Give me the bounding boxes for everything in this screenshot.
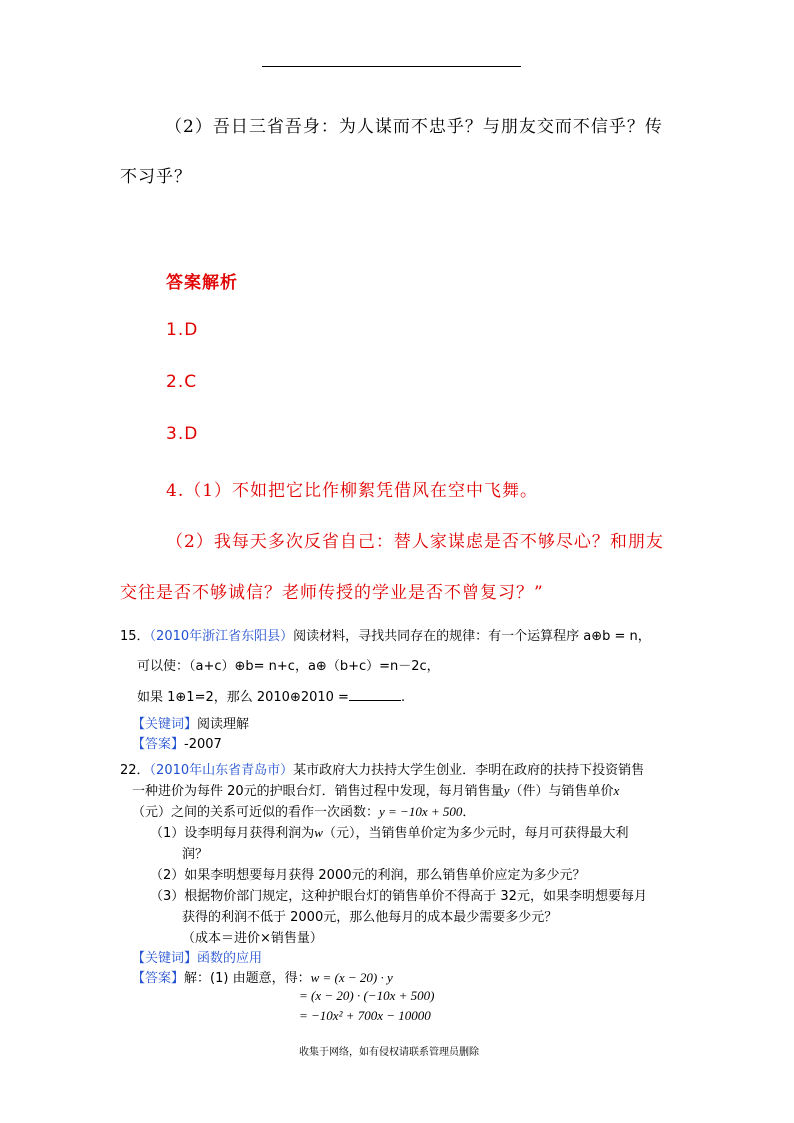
q22-line1 (120, 759, 644, 778)
q22-sub3-cont: 获得的利润不低于 2000元，那么他每月的成本最少需要多少元？ (182, 910, 558, 925)
q15-text3-end: . (400, 690, 406, 705)
q15-answer-line (132, 733, 222, 752)
q22-eq3: = −10x² + 700x − 10000 (299, 1008, 431, 1023)
q22-equation: y = −10x + 500 (379, 804, 463, 819)
q22-line3 (132, 801, 475, 820)
q22-answer-intro: 解：(1) 由题意，得： (184, 971, 311, 986)
q15-answer-label: 【答案】 (132, 737, 185, 752)
q22-var-w: w (314, 825, 323, 840)
answer-4-part2-line2: 交往是否不够诚信？老师传授的学业是否不曾复习？” (120, 583, 544, 603)
q15-line1 (120, 625, 651, 644)
answer-2: 2.C (166, 372, 198, 392)
q15-answer: -2007 (184, 737, 222, 752)
q4-part2-line1: （2）吾日三省吾身：为人谋而不忠乎？与朋友交而不信乎？传 (165, 117, 663, 137)
q15-keyword-line (132, 713, 249, 732)
q22-source: （2010年山东省青岛市） (149, 763, 294, 778)
q15-keyword-label: 【关键词】 (132, 717, 198, 732)
q22-keyword-line (132, 947, 262, 966)
q22-keyword-label: 【关键词】 (132, 951, 198, 966)
answer-1: 1.D (166, 320, 199, 340)
q22-text2b: （件）与销售单价 (509, 784, 614, 799)
q15-keyword: 阅读理解 (197, 717, 250, 732)
q15-number: 15． (120, 629, 150, 644)
q22-var-y: y (503, 783, 510, 798)
q22-eq2: = (x − 20) · (−10x + 500) (299, 988, 435, 1003)
answer-4-part2-line1: （2）我每天多次反省自己：替人家谋虑是否不够尽心？和朋友 (166, 532, 664, 552)
q15-line2: 可以使：（a+c）⊕b= n+c，a⊕（b+c）=n－2c， (137, 659, 440, 674)
q22-number: 22． (120, 763, 150, 778)
q22-text2a: 一种进价为每件 20元的护眼台灯．销售过程中发现，每月销售量 (132, 784, 504, 799)
answer-4-part1: 4.（1）不如把它比作柳絮凭借风在空中飞舞。 (166, 481, 539, 501)
q15-source: （2010年浙江省东阳县） (149, 629, 294, 644)
q22-eq1: w = (x − 20) · y (310, 970, 393, 985)
q15-blank (349, 689, 401, 701)
q15-text1: 阅读材料，寻找共同存在的规律：有一个运算程序 a⊕b = n， (293, 629, 651, 644)
q22-sub1-cont: 润？ (182, 847, 209, 862)
footer-note: 收集于网络，如有侵权请联系管理员删除 (299, 1047, 479, 1058)
q22-sub2: （2）如果李明想要每月获得 2000元的利润，那么销售单价应定为多少元？ (150, 868, 586, 883)
q22-sub1a: （1）设李明每月获得利润为 (150, 826, 315, 841)
q22-text3b: ． (462, 805, 476, 820)
q22-answer-line (132, 967, 393, 986)
q15-text3: 如果 1⊕1=2，那么 2010⊕2010 = (137, 690, 349, 705)
q22-text1: 某市政府大力扶持大学生创业．李明在政府的扶持下投资销售 (293, 763, 645, 778)
answer-section-title: 答案解析 (166, 273, 238, 293)
q22-sub1b: （元），当销售单价定为多少元时，每月可获得最大利 (322, 826, 629, 841)
q22-answer-label: 【答案】 (132, 971, 185, 986)
answer-3: 3.D (166, 424, 199, 444)
q22-var-x: x (613, 783, 620, 798)
q22-sub3-note: （成本＝进价×销售量） (182, 931, 323, 946)
q22-sub3: （3）根据物价部门规定，这种护眼台灯的销售单价不得高于 32元，如果李明想要每月 (150, 889, 647, 904)
q22-sub1 (150, 822, 628, 841)
q22-text3a: （元）之间的关系可近似的看作一次函数： (132, 805, 380, 820)
q22-line2 (132, 780, 619, 799)
q4-part2-line2: 不习乎？ (120, 167, 192, 187)
q15-line3 (137, 686, 405, 705)
q22-keyword: 函数的应用 (197, 951, 263, 966)
header-rule (262, 66, 521, 67)
